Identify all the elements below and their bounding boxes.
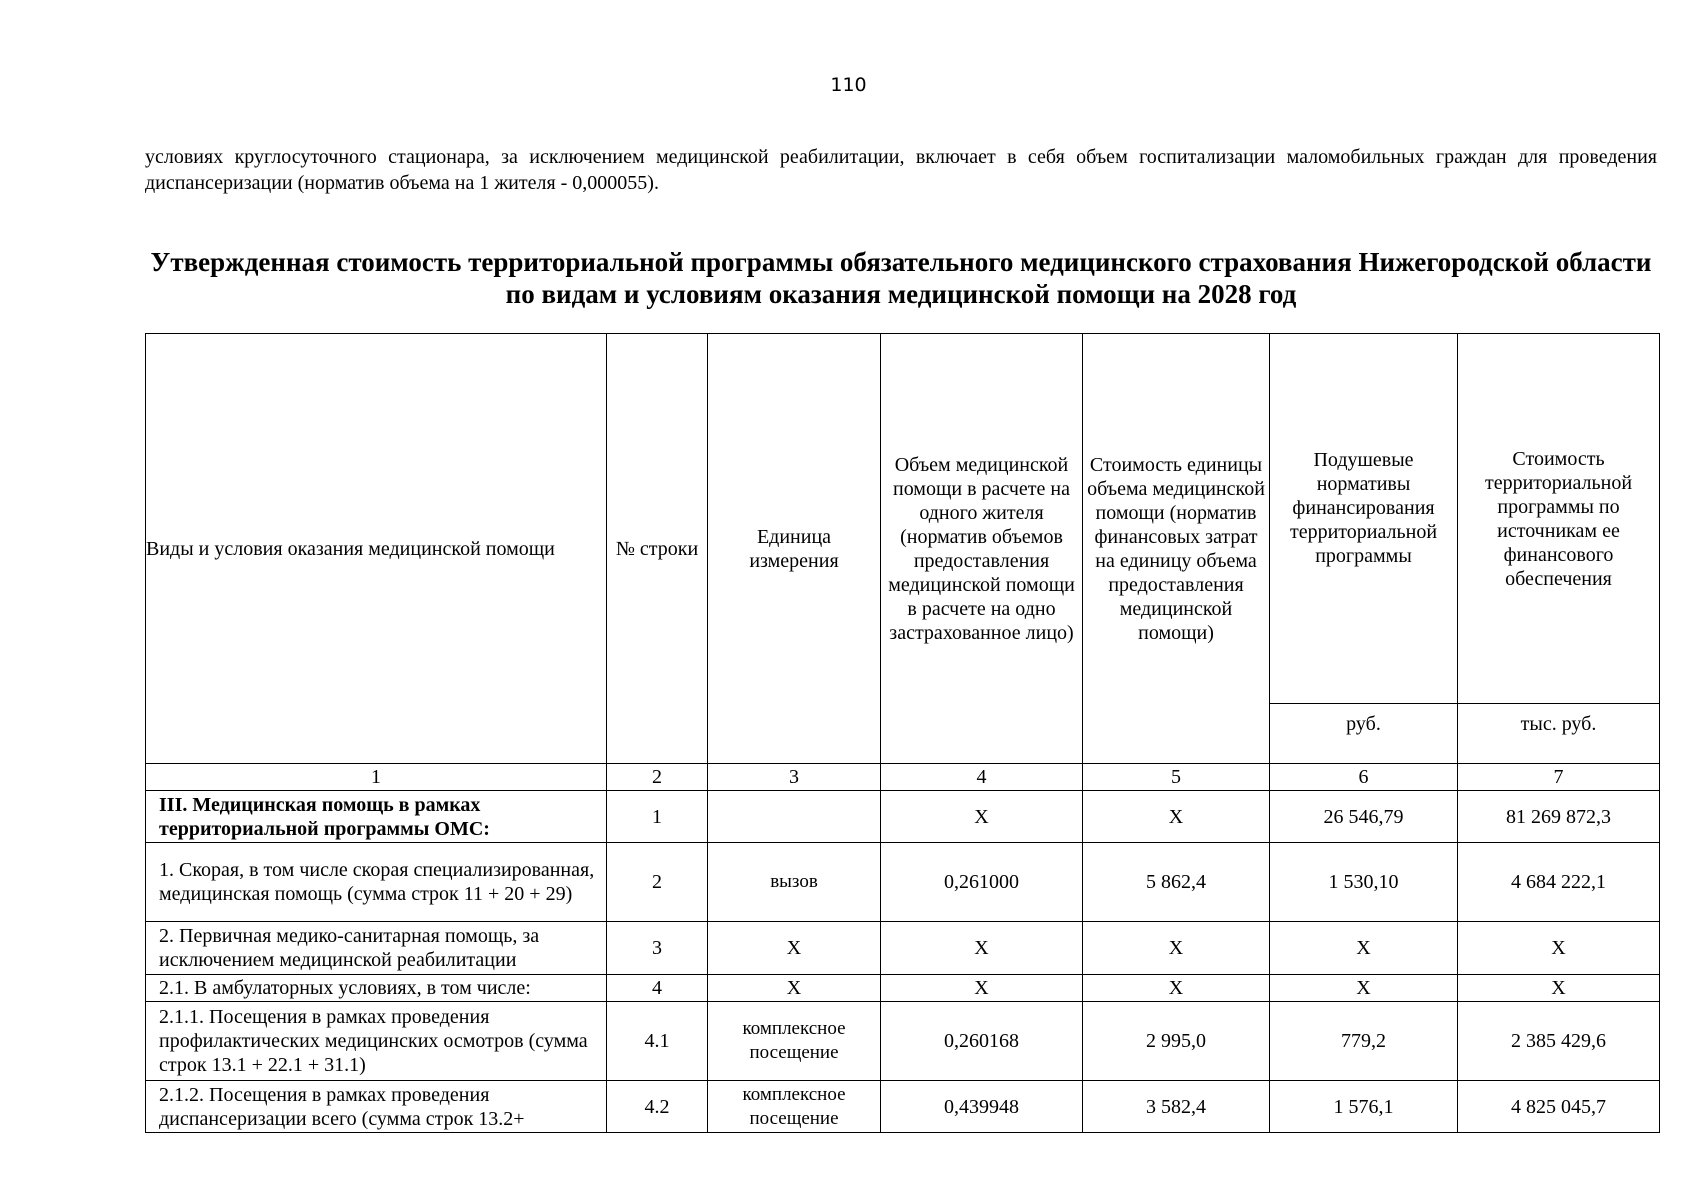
row-per-capita: 779,2 (1270, 1002, 1458, 1081)
row-per-capita: 1 530,10 (1270, 843, 1458, 922)
header-row (146, 334, 1660, 704)
row-volume: X (881, 791, 1083, 843)
row-volume: 0,261000 (881, 843, 1083, 922)
row-volume: X (881, 922, 1083, 975)
row-unit-cost: X (1083, 975, 1270, 1002)
row-line-number: 4 (607, 975, 708, 1002)
column-number: 7 (1458, 764, 1660, 791)
row-total-cost: 81 269 872,3 (1458, 791, 1660, 843)
row-unit: комплексное посещение (708, 1081, 881, 1133)
row-per-capita: 26 546,79 (1270, 791, 1458, 843)
row-volume: X (881, 975, 1083, 1002)
row-name: 2.1.1. Посещения в рамках проведения профилактических медицинских осмотров (сумма строк 13.1 + 22.1 + 31.1) (146, 1002, 607, 1081)
header-total-cost-unit: тыс. руб. (1458, 704, 1660, 764)
column-number: 5 (1083, 764, 1270, 791)
row-unit (708, 791, 881, 843)
column-number: 2 (607, 764, 708, 791)
row-unit: вызов (708, 843, 881, 922)
table-row (146, 791, 1660, 843)
header-total-cost: Стоимость территориальной программы по источникам ее финансового обеспечения (1458, 334, 1660, 704)
table-row (146, 975, 1660, 1002)
row-unit-cost: 2 995,0 (1083, 1002, 1270, 1081)
row-name: 1. Скорая, в том числе скорая специализированная, медицинская помощь (сумма строк 11 + 20 + 29) (146, 843, 607, 922)
row-total-cost: 2 385 429,6 (1458, 1002, 1660, 1081)
row-name: 2. Первичная медико-санитарная помощь, за исключением медицинской реабилитации (146, 922, 607, 975)
row-line-number: 2 (607, 843, 708, 922)
row-total-cost: X (1458, 922, 1660, 975)
intro-paragraph: условиях круглосуточного стационара, за исключением медицинской реабилитации, включает в себя объем госпитализации маломобильных граждан для проведения диспансеризации (норматив объема на 1 жителя - 0,000055). (145, 146, 1657, 194)
table-row (146, 1002, 1660, 1081)
row-unit-cost: X (1083, 922, 1270, 975)
row-unit-cost: 5 862,4 (1083, 843, 1270, 922)
row-volume: 0,439948 (881, 1081, 1083, 1133)
header-service-type: Виды и условия оказания медицинской помощи (146, 334, 607, 764)
row-line-number: 4.1 (607, 1002, 708, 1081)
row-unit: комплексное посещение (708, 1002, 881, 1081)
row-unit-cost: 3 582,4 (1083, 1081, 1270, 1133)
header-per-capita-unit: руб. (1270, 704, 1458, 764)
table-row (146, 922, 1660, 975)
header-line-number: № строки (607, 334, 708, 764)
row-per-capita: X (1270, 922, 1458, 975)
cost-table (145, 333, 1660, 1133)
column-number: 1 (146, 764, 607, 791)
column-number: 3 (708, 764, 881, 791)
row-unit: X (708, 975, 881, 1002)
column-number: 6 (1270, 764, 1458, 791)
row-line-number: 4.2 (607, 1081, 708, 1133)
header-unit-cost: Стоимость единицы объема медицинской помощи (норматив финансовых затрат на единицу объема предоставления медицинской помощи) (1083, 334, 1270, 764)
row-total-cost: 4 825 045,7 (1458, 1081, 1660, 1133)
column-number-row (146, 764, 1660, 791)
row-name: 2.1.2. Посещения в рамках проведения диспансеризации всего (сумма строк 13.2+ (146, 1081, 607, 1133)
header-unit: Единица измерения (708, 334, 881, 764)
page-number: 110 (830, 74, 867, 96)
table-row (146, 843, 1660, 922)
row-total-cost: 4 684 222,1 (1458, 843, 1660, 922)
column-number: 4 (881, 764, 1083, 791)
row-unit: X (708, 922, 881, 975)
header-per-capita: Подушевые нормативы финансирования территориальной программы (1270, 334, 1458, 704)
table-row (146, 1081, 1660, 1133)
row-total-cost: X (1458, 975, 1660, 1002)
row-name: III. Медицинская помощь в рамках территориальной программы ОМС: (146, 791, 607, 843)
row-per-capita: X (1270, 975, 1458, 1002)
row-line-number: 1 (607, 791, 708, 843)
document-title: Утвержденная стоимость территориальной программы обязательного медицинского страхования Нижегородской области по видам и условиям оказания медицинской помощи на 2028 год (150, 247, 1652, 309)
row-name: 2.1. В амбулаторных условиях, в том числе: (146, 975, 607, 1002)
row-volume: 0,260168 (881, 1002, 1083, 1081)
row-unit-cost: X (1083, 791, 1270, 843)
row-per-capita: 1 576,1 (1270, 1081, 1458, 1133)
row-line-number: 3 (607, 922, 708, 975)
header-volume: Объем медицинской помощи в расчете на одного жителя (норматив объемов предоставления медицинской помощи в расчете на одно застрахованное лицо) (881, 334, 1083, 764)
